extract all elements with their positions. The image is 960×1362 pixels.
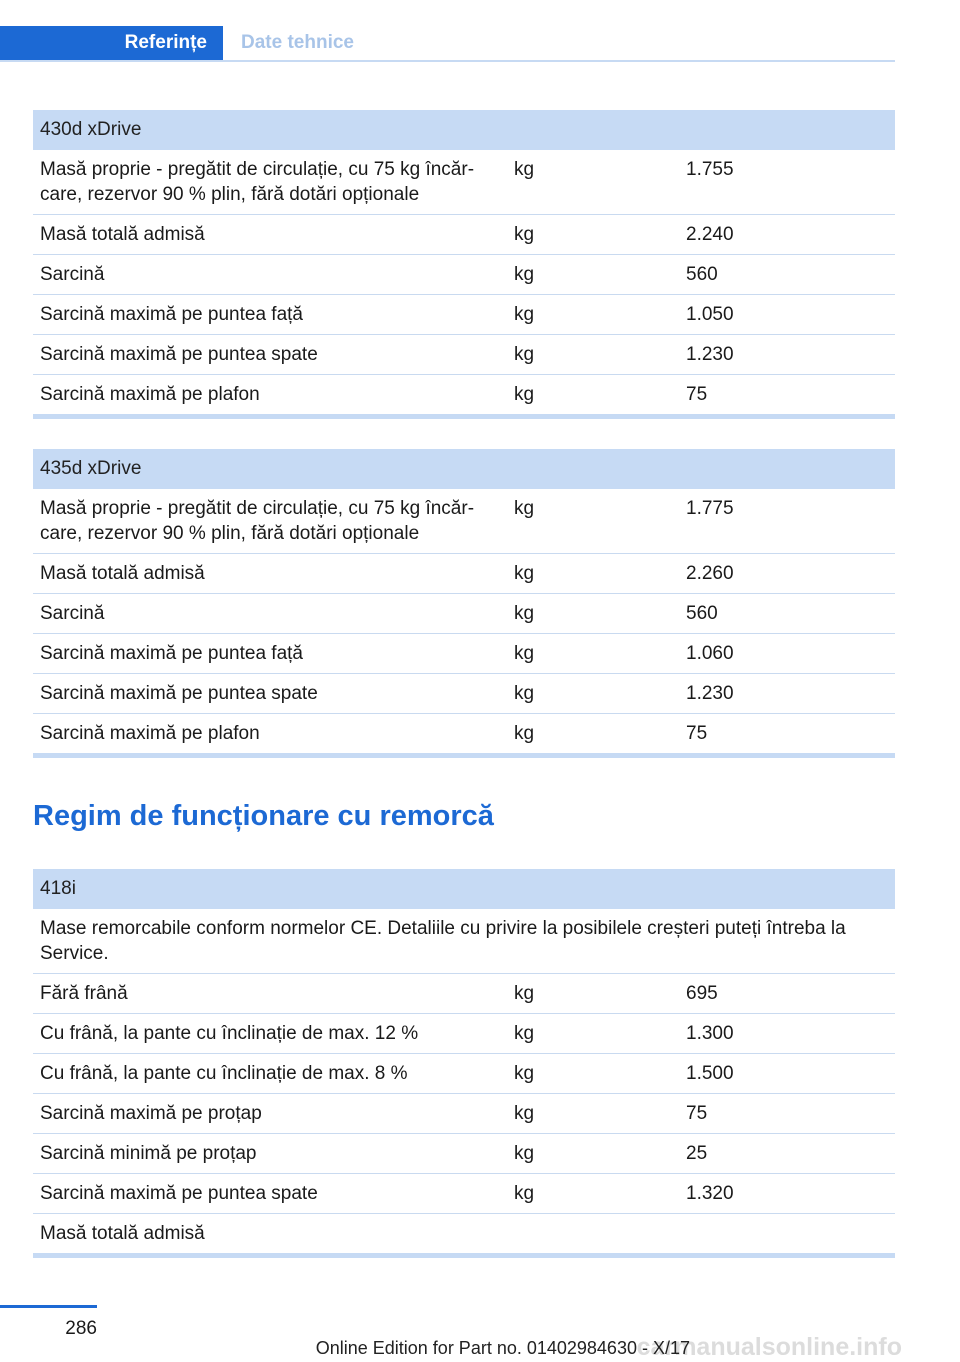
- row-label: Sarcină minimă pe proțap: [40, 1143, 257, 1164]
- row-unit: kg: [514, 723, 535, 744]
- row-label: Sarcină: [40, 603, 105, 624]
- table-end-bar: [33, 414, 895, 419]
- footer-accent-line: [0, 1305, 97, 1308]
- table-note: Mase remorcabile conform normelor CE. Detaliile cu privire la posibilele creșteri puteți întreba la Service.: [40, 918, 846, 964]
- row-unit: kg: [514, 384, 535, 405]
- table-row: [33, 1174, 895, 1214]
- row-unit: kg: [514, 1023, 535, 1044]
- row-value: 695: [686, 983, 718, 1004]
- row-value: 75: [686, 384, 708, 405]
- row-label: Sarcină maximă pe puntea spate: [40, 683, 318, 704]
- tab-bar: [0, 26, 895, 62]
- row-unit: [509, 1214, 681, 1253]
- row-unit: kg: [514, 304, 535, 325]
- table-row: [33, 594, 895, 634]
- row-unit: kg: [514, 1063, 535, 1084]
- table-title: 435d xDrive: [33, 449, 895, 489]
- row-unit: kg: [514, 983, 535, 1004]
- row-label: Sarcină maximă pe plafon: [40, 384, 260, 405]
- page-number: 286: [65, 1318, 97, 1339]
- row-label: Sarcină maximă pe puntea spate: [40, 1183, 318, 1204]
- row-value: 1.320: [686, 1183, 734, 1204]
- table-row: [33, 1094, 895, 1134]
- table-end-bar: [33, 1253, 895, 1258]
- row-unit: kg: [514, 1143, 535, 1164]
- table-row: [33, 215, 895, 255]
- table-row: [33, 674, 895, 714]
- table-note-row: [33, 909, 895, 974]
- row-value: 1.050: [686, 304, 734, 325]
- table-title: 418i: [33, 869, 895, 909]
- table-row: [33, 634, 895, 674]
- table-row: [33, 335, 895, 375]
- row-label: Masă proprie - pregătit de circulație, cu 75 kg încăr- care, rezervor 90 % plin, fără dotări opționale: [40, 159, 475, 205]
- table-row: [33, 974, 895, 1014]
- row-value: 75: [686, 723, 708, 744]
- table-row: [33, 255, 895, 295]
- table-435d-xdrive: [33, 449, 895, 758]
- table-row: [33, 1134, 895, 1174]
- row-unit: kg: [514, 224, 535, 245]
- row-value: 1.775: [686, 498, 734, 519]
- table-row: [33, 1054, 895, 1094]
- row-value: 560: [686, 603, 718, 624]
- row-value: 1.755: [686, 159, 734, 180]
- row-unit: kg: [514, 1183, 535, 1204]
- row-label: Sarcină maximă pe proțap: [40, 1103, 262, 1124]
- row-label: Fără frână: [40, 983, 128, 1004]
- table-row: [33, 1214, 895, 1254]
- row-unit: kg: [514, 264, 535, 285]
- row-label: Masă totală admisă: [40, 224, 205, 245]
- row-unit: kg: [514, 603, 535, 624]
- row-value: 1.060: [686, 643, 734, 664]
- section-title: Regim de funcționare cu remorcă: [33, 800, 494, 832]
- row-value: 1.500: [686, 1063, 734, 1084]
- table-title: 430d xDrive: [33, 110, 895, 150]
- row-label: Masă totală admisă: [40, 1223, 205, 1244]
- row-unit: kg: [514, 1103, 535, 1124]
- table-row: [33, 295, 895, 335]
- table-row: [33, 489, 895, 554]
- tab-referinte[interactable]: Referințe: [0, 26, 223, 60]
- row-label: Masă totală admisă: [40, 563, 205, 584]
- table-row: [33, 554, 895, 594]
- row-value: 1.300: [686, 1023, 734, 1044]
- table-430d-xdrive: [33, 110, 895, 419]
- edition-text: Online Edition for Part no. 01402984630 - X/17: [315, 1338, 690, 1358]
- table-row: [33, 375, 895, 415]
- row-value: 560: [686, 264, 718, 285]
- row-label: Sarcină maximă pe plafon: [40, 723, 260, 744]
- row-label: Sarcină maximă pe puntea spate: [40, 344, 318, 365]
- row-label: Masă proprie - pregătit de circulație, cu 75 kg încăr- care, rezervor 90 % plin, fără dotări opționale: [40, 498, 475, 544]
- row-value: 1.230: [686, 344, 734, 365]
- row-unit: kg: [514, 498, 535, 519]
- row-value: 75: [686, 1103, 708, 1124]
- table-end-bar: [33, 753, 895, 758]
- row-value: [681, 1214, 895, 1253]
- row-label: Cu frână, la pante cu înclinație de max. 12 %: [40, 1023, 419, 1044]
- tab-divider: [0, 60, 895, 62]
- row-value: 1.230: [686, 683, 734, 704]
- row-label: Cu frână, la pante cu înclinație de max. 8 %: [40, 1063, 408, 1084]
- row-value: 2.260: [686, 563, 734, 584]
- row-label: Sarcină maximă pe puntea față: [40, 643, 303, 664]
- table-418i-towing: [33, 869, 895, 1258]
- row-label: Sarcină maximă pe puntea față: [40, 304, 303, 325]
- table-row: [33, 714, 895, 754]
- row-unit: kg: [514, 159, 535, 180]
- table-row: [33, 1014, 895, 1054]
- tab-date-tehnice[interactable]: Date tehnice: [241, 32, 354, 53]
- row-value: 2.240: [686, 224, 734, 245]
- row-unit: kg: [514, 643, 535, 664]
- table-row: [33, 150, 895, 215]
- row-label: Sarcină: [40, 264, 105, 285]
- row-unit: kg: [514, 563, 535, 584]
- row-value: 25: [686, 1143, 708, 1164]
- watermark: carmanualsonline.info: [636, 1333, 902, 1361]
- row-unit: kg: [514, 344, 535, 365]
- row-unit: kg: [514, 683, 535, 704]
